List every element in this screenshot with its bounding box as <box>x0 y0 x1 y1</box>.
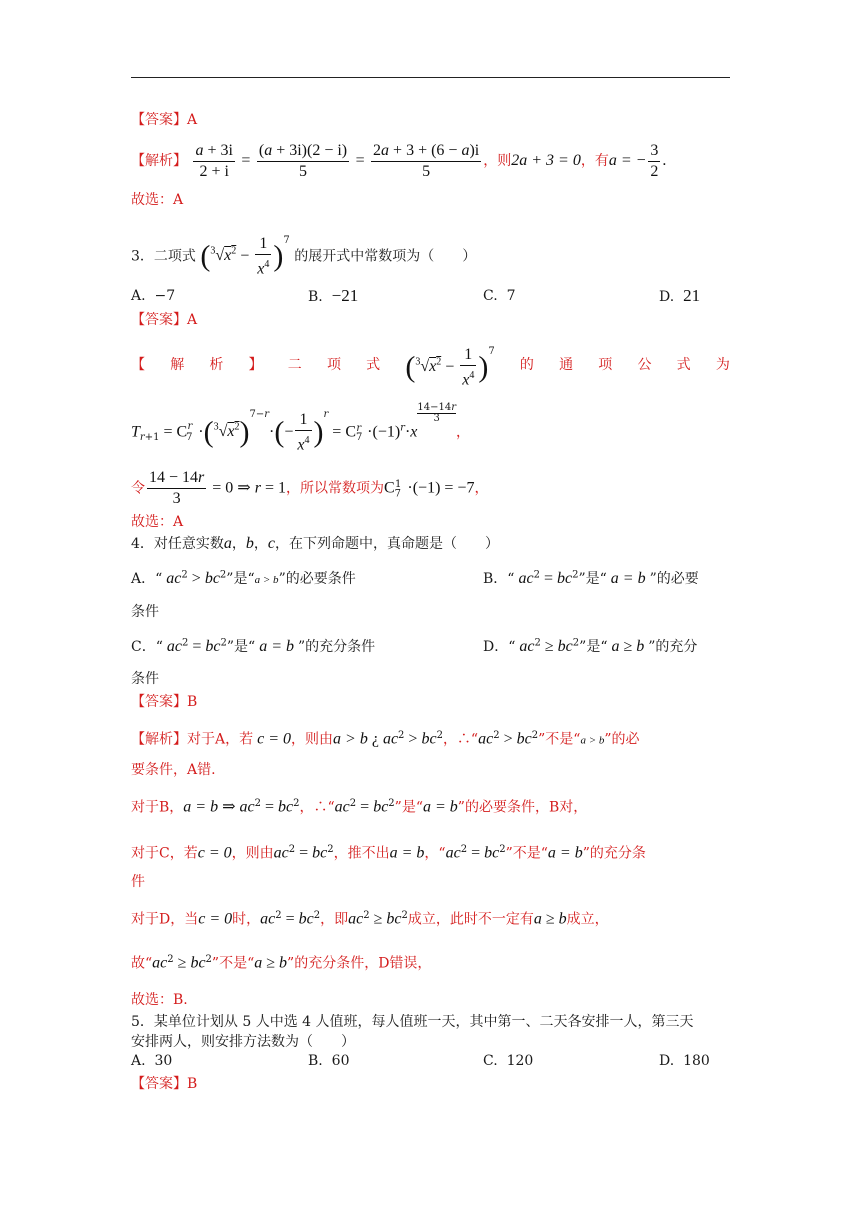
q4-option-b[interactable]: B．“ $ac^2 = bc^2$”是“ a = b ”的必要 <box>483 569 699 587</box>
q5-option-c[interactable]: C. 120 <box>483 1053 534 1069</box>
q5-option-d[interactable]: D. 180 <box>659 1053 710 1069</box>
q3-answer: 【答案】A <box>131 312 198 328</box>
q5-answer: 【答案】B <box>131 1076 198 1092</box>
q4-answer: 【答案】B <box>131 694 198 710</box>
q5-stem-line2: 安排两人，则安排方法数为（ ） <box>131 1034 355 1050</box>
q4-choose: 故选：B. <box>131 992 188 1008</box>
answer-label: 【答案】 <box>131 112 187 128</box>
q4-exp-c-cont: 件 <box>131 874 145 890</box>
q3-explanation-head: 【 解 析 】 二 项 式 ($^3√x^2$ − $\frac{1}{x^4}$ )$^7$ 的 通 项 公 式 为 <box>131 345 730 388</box>
header-rule <box>131 77 730 78</box>
q4-exp-a: 【解析】对于A，若 c = 0，则由a > b ¿ $ac^2 > bc^2$，$\therefore“ac^2 > bc^2$”不是“a > b”的必 <box>131 730 640 748</box>
q4-exp-b: 对于B，a = b ⇒ $ac^2 = bc^2$，$\therefore“ac^2 = bc^2$”是“a = b”的必要条件，B对， <box>131 798 588 816</box>
fraction-1: $\frac{a + 3i}{2 + i}$ <box>195 141 233 180</box>
q4-option-d-cont: 条件 <box>131 671 159 687</box>
q4-exp-d: 对于D，当c = 0时，$ac^2 = bc^2$，即$ac^2 \ge bc^2$成立，此时不一定有a ≥ b成立， <box>131 910 609 928</box>
q4-stem: 4．对任意实数a，b，c，在下列命题中，真命题是（ ） <box>131 535 500 552</box>
q3-option-d[interactable]: D. 21 <box>659 286 701 305</box>
q4-option-d[interactable]: D．“ $ac^2 \ge bc^2$”是“ a ≥ b ”的充分 <box>483 637 698 655</box>
q4-exp-c: 对于C，若c = 0，则由$ac^2 = bc^2$，推不出a = b，“$ac^2 = bc^2$”不是“a = b”的充分条 <box>131 844 646 862</box>
q2-explanation: 【解析】 $\frac{a + 3i}{2 + i}$ = $\frac{(a + 3i)(2 - i)}{5}$ = $\frac{2a + 3 + (6 - a)i}{5}$ ，则2a + 3 = 0，有a = − $\frac{3}{2}$ . <box>131 141 667 180</box>
q3-stem: 3．二项式 ($^3√x^2$ − $\frac{1}{x^4}$ )$^7$ 的展开式中常数项为（ ） <box>131 234 477 277</box>
q2-choose: 故选：A <box>131 192 184 208</box>
q3-choose: 故选：A <box>131 514 184 530</box>
q4-option-a[interactable]: A．“ $ac^2 > bc^2$”是“a > b”的必要条件 <box>131 569 356 587</box>
q4-option-b-cont: 条件 <box>131 604 159 620</box>
q5-stem-line1: 5．某单位计划从 5 人中选 4 人值班，每人值班一天，其中第一、二天各安排一人，第三天 <box>131 1014 694 1030</box>
fraction-2: $\frac{(a + 3i)(2 - i)}{5}$ <box>258 141 348 180</box>
fraction-result: $\frac{3}{2}$ <box>650 141 659 180</box>
q3-general-term: $T_{r+1} = C_7^r \cdot(^3√x^2)^{7-r}\cdot(-$ $\frac{1}{x^4}$ )$^r = C_7^r \cdot(-1)^r\cdot x$ $^{\frac{14-14r}{3}}$ ， <box>131 401 470 453</box>
q5-option-a[interactable]: A. 30 <box>131 1053 173 1069</box>
q5-option-b[interactable]: B. 60 <box>308 1053 350 1069</box>
q4-option-c[interactable]: C．“ $ac^2 = bc^2$”是“ a = b ”的充分条件 <box>131 637 376 655</box>
q3-option-a[interactable]: A. −7 <box>131 288 176 304</box>
explanation-label: 【解析】 <box>131 153 187 169</box>
answer-value: A <box>187 112 198 128</box>
q4-exp-a-cont: 要条件，A错. <box>131 762 216 778</box>
q3-option-b[interactable]: B. −21 <box>308 286 359 305</box>
fraction-3: $\frac{2a + 3 + (6 - a)i}{5}$ <box>373 141 480 180</box>
q4-exp-e: 故“$ac^2 \ge bc^2$”不是“a ≥ b”的充分条件，D错误， <box>131 954 432 972</box>
equation: 2a + 3 = 0 <box>511 152 581 169</box>
q3-option-c[interactable]: C. 7 <box>483 288 516 304</box>
q2-answer <box>131 110 197 130</box>
q3-solve: 令 $\frac{14 - 14r}{3}$ = 0 ⇒ r = 1，所以常数项为$C_7^1 \cdot(-1) = -7$， <box>131 469 489 508</box>
